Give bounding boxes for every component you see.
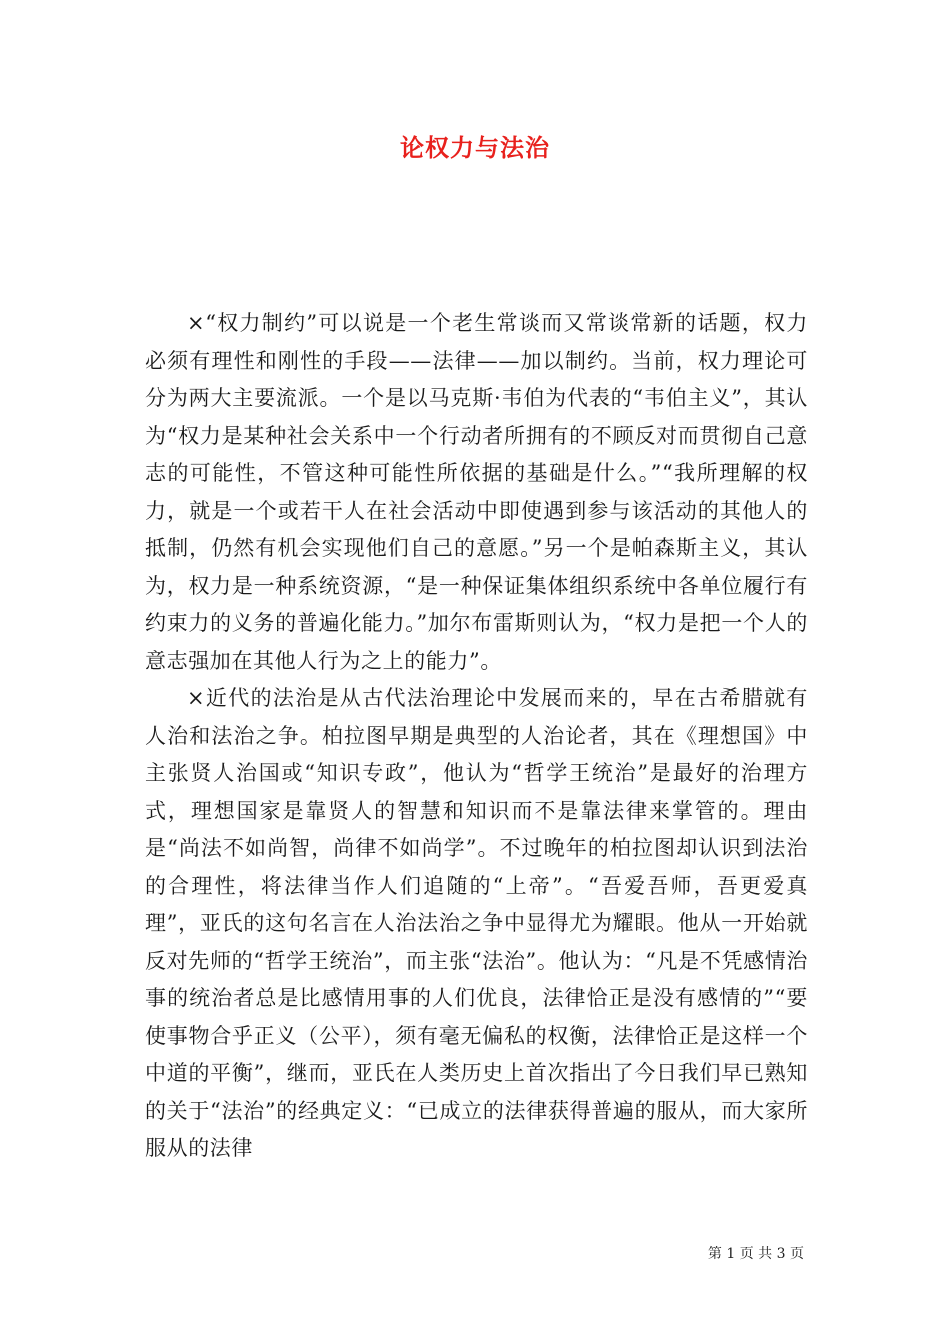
paragraph: ×“权力制约”可以说是一个老生常谈而又常谈常新的话题，权力必须有理性和刚性的手段——法律——加以制约。当前，权力理论可分为两大主要流派。一个是以马克斯·韦伯为代表的“韦伯主义”，其认为“权力是某种社会关系中一个行动者所拥有的不顾反对而贯彻自己意志的可能性，不管这种可能性所依据的基础是什么。”“我所理解的权力，就是一个或若干人在社会活动中即使遇到参与该活动的其他人的抵制，仍然有机会实现他们自己的意愿。”另一个是帕森斯主义，其认为，权力是一种系统资源，“是一种保证集体组织系统中各单位履行有约束力的义务的普遍化能力。”加尔布雷斯则认为，“权力是把一个人的意志强加在其他人行为之上的能力”。	[145, 311, 808, 673]
document-title: 论权力与法治	[400, 133, 550, 162]
document-body	[145, 305, 808, 1168]
page-number: 第 1 页 共 3 页	[707, 1246, 804, 1262]
paragraph: ×近代的法治是从古代法治理论中发展而来的，早在古希腊就有人治和法治之争。柏拉图早期是典型的人治论者，其在《理想国》中主张贤人治国或“知识专政”，他认为“哲学王统治”是最好的治理方式，理想国家是靠贤人的智慧和知识而不是靠法律来掌管的。理由是“尚法不如尚智，尚律不如尚学”。不过晚年的柏拉图却认识到法治的合理性，将法律当作人们追随的“上帝”。“吾爱吾师，吾更爱真理”，亚氏的这句名言在人治法治之争中显得尤为耀眼。他从一开始就反对先师的“哲学王统治”，而主张“法治”。他认为：“凡是不凭感情治事的统治者总是比感情用事的人们优良，法律恰正是没有感情的”“要使事物合乎正义（公平），须有毫无偏私的权衡，法律恰正是这样一个中道的平衡”，继而，亚氏在人类历史上首次指出了今日我们早已熟知的关于“法治”的经典定义：“已成立的法律获得普遍的服从，而大家所服从的法律	[145, 686, 808, 1160]
